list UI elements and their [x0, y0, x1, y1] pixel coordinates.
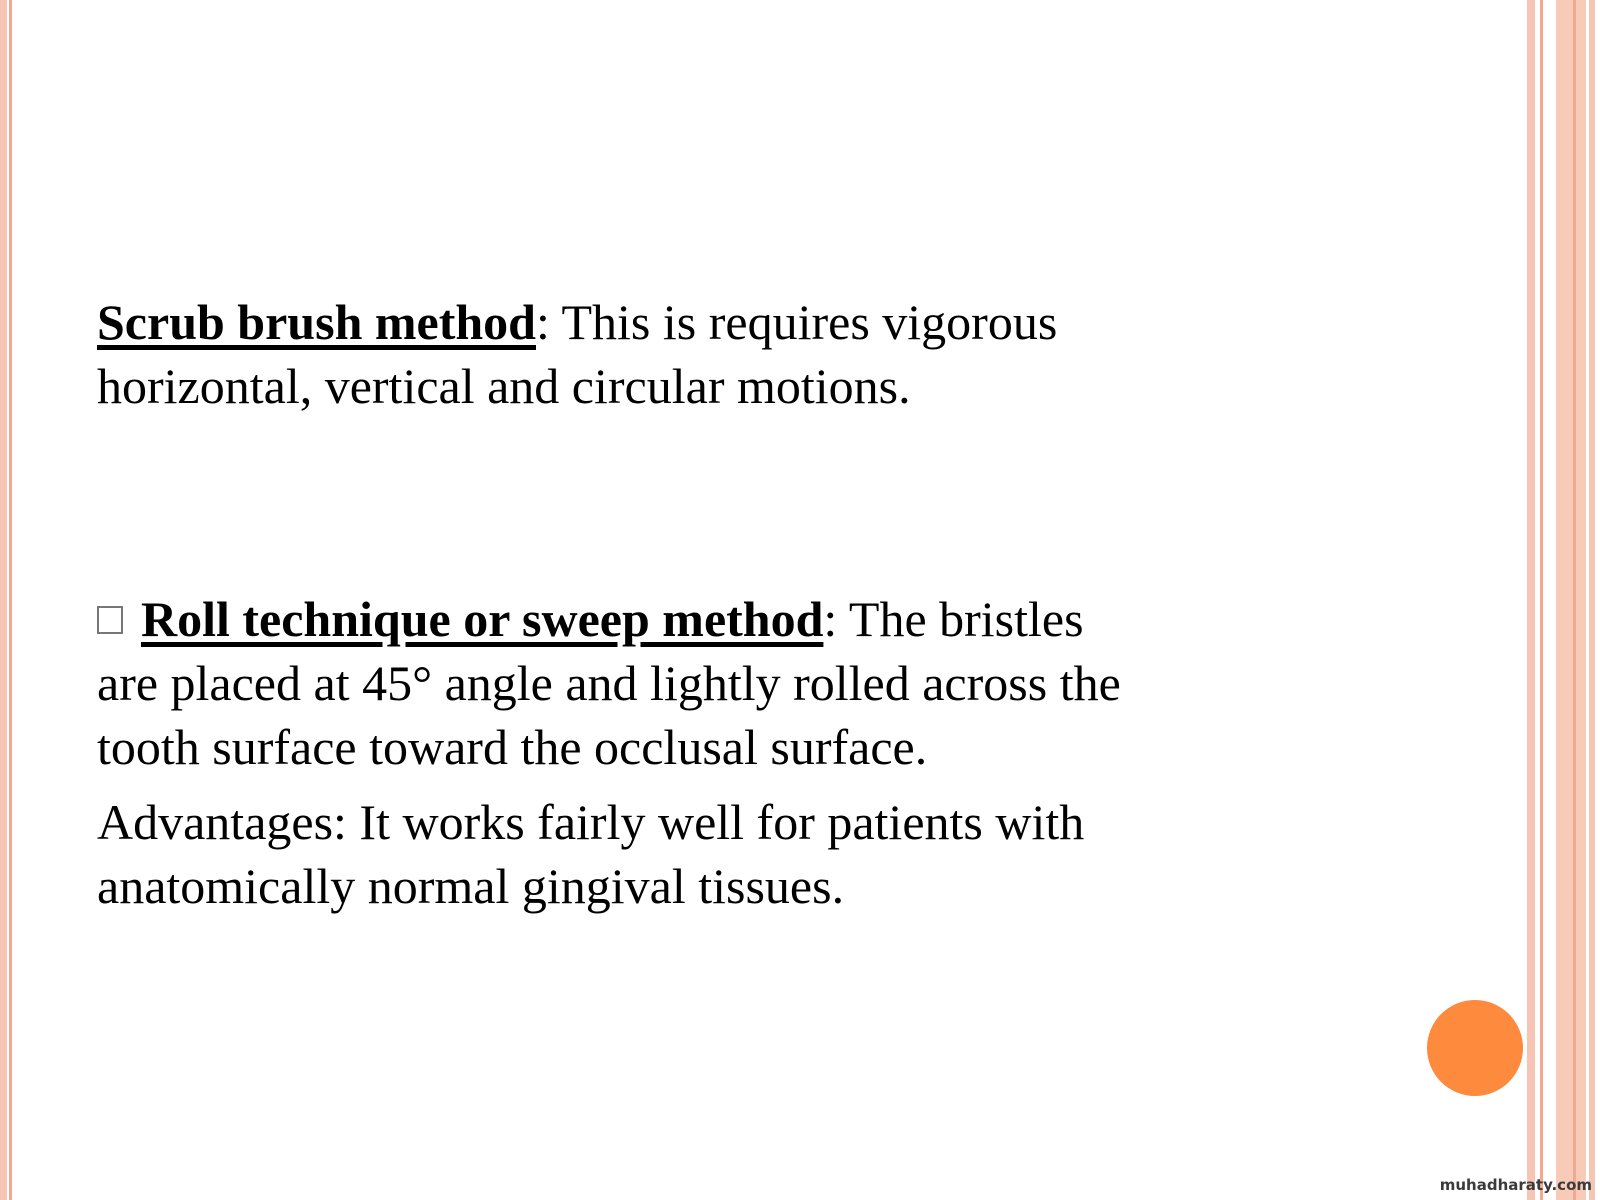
paragraph-roll-technique: [97, 587, 1121, 779]
paragraph-line: [97, 290, 1057, 354]
paragraph-scrub-brush: [97, 290, 1057, 418]
watermark: muhadharaty.com: [1439, 1176, 1592, 1194]
paragraph-line: [97, 587, 1121, 651]
right-border-stripe-edge: [1589, 0, 1595, 1200]
right-border-stripe-thin-2: [1573, 0, 1576, 1200]
paragraph-line: are placed at 45° angle and lightly rolled across the: [97, 655, 1121, 711]
paragraph-line: anatomically normal gingival tissues.: [97, 858, 845, 914]
term-colon: :: [536, 294, 550, 350]
left-border-stripe: [0, 0, 7, 1200]
right-border-stripe: [1527, 0, 1535, 1200]
paragraph-text: The bristles: [837, 591, 1084, 647]
term-colon: :: [823, 591, 838, 647]
square-bullet-icon: [97, 606, 123, 634]
paragraph-line: Advantages: It works fairly well for patients with: [97, 794, 1085, 850]
paragraph-line: tooth surface toward the occlusal surface.: [97, 719, 928, 775]
left-border-stripe-thin: [9, 0, 12, 1200]
right-border-stripe-wide: [1556, 0, 1586, 1200]
orange-circle-decoration: [1427, 1000, 1523, 1096]
term-scrub-brush-method: Scrub brush method: [97, 294, 536, 350]
right-border-stripe-thin: [1540, 0, 1543, 1200]
paragraph-advantages: [97, 790, 1084, 918]
paragraph-text: This is requires vigorous: [549, 294, 1058, 350]
paragraph-line: horizontal, vertical and circular motions.: [97, 358, 911, 414]
term-roll-technique: Roll technique or sweep method: [141, 591, 824, 647]
